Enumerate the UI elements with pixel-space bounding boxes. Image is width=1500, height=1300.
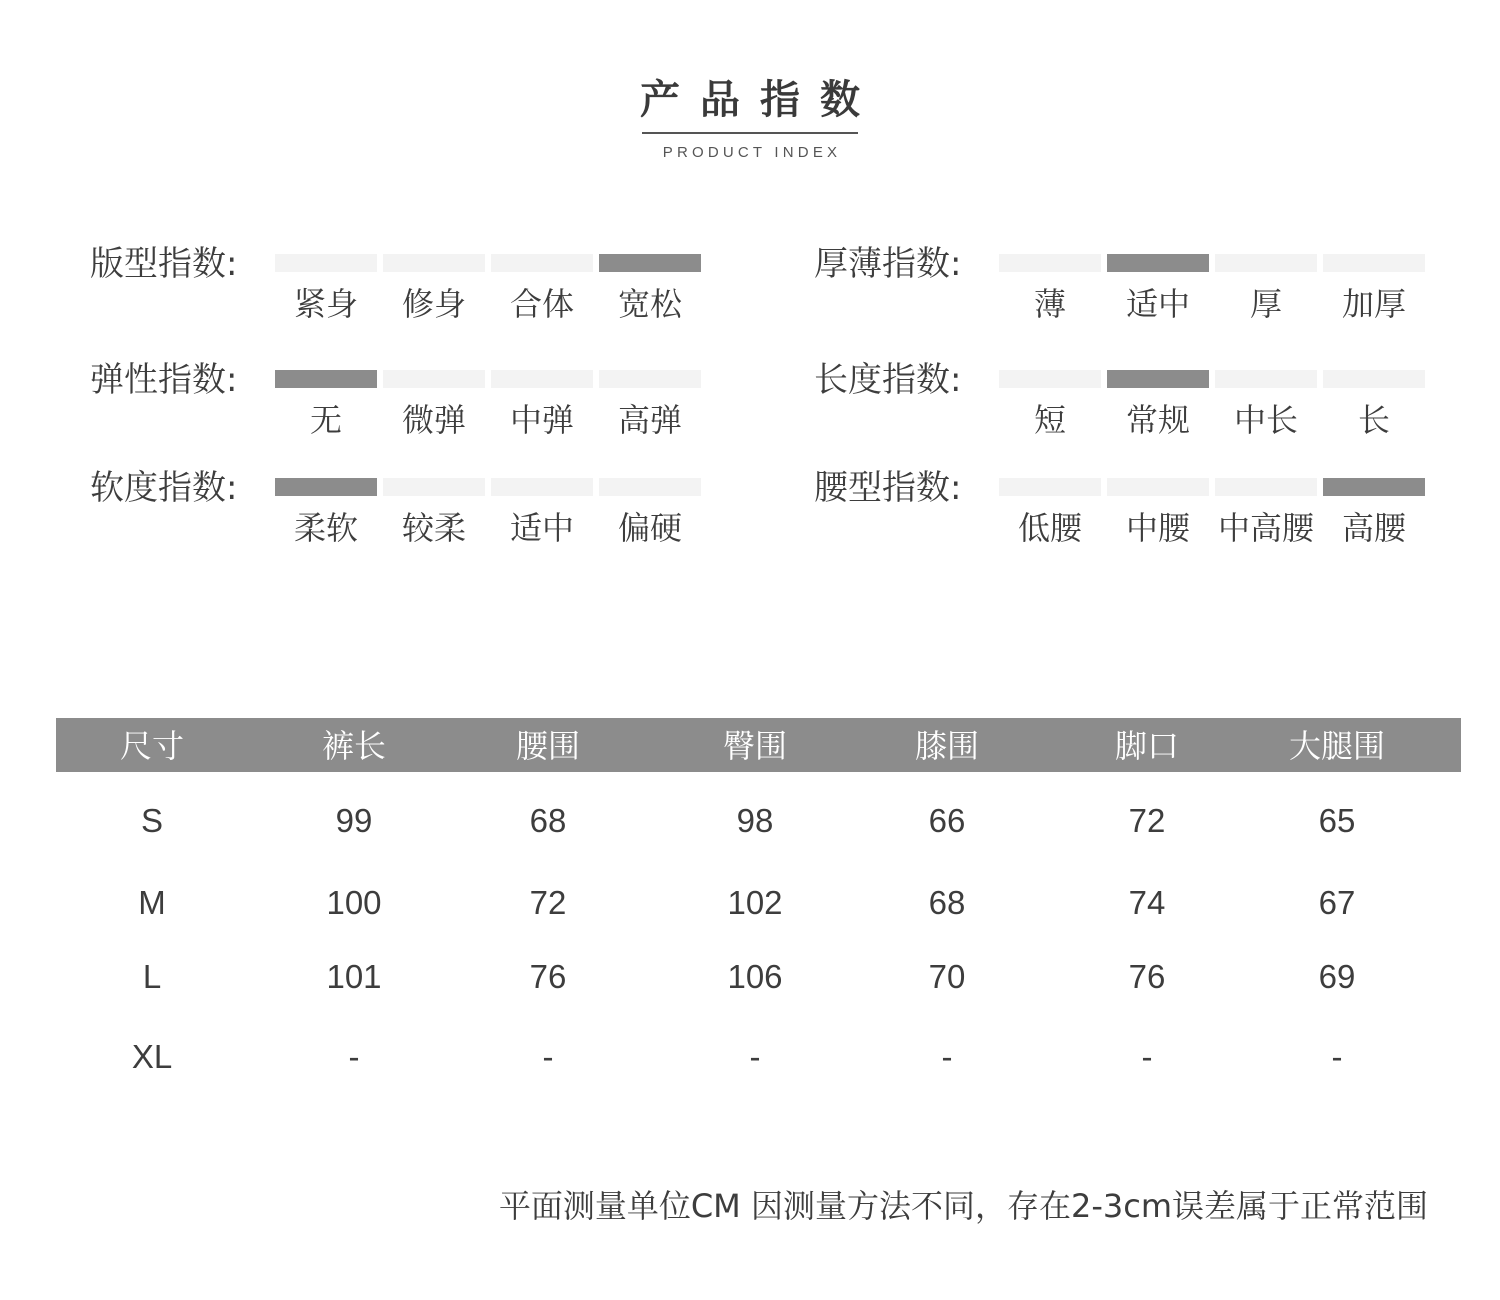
index-bar	[599, 478, 701, 496]
index-label: 厚薄指数:	[814, 244, 962, 284]
index-bar-selected	[1107, 254, 1209, 272]
index-option-label: 适中	[509, 509, 574, 547]
index-options	[999, 398, 1429, 442]
table-cell: 67	[1318, 884, 1356, 921]
index-option-label: 偏硬	[617, 509, 682, 547]
table-header-cell: 大腿围	[1288, 727, 1386, 765]
index-bar-selected	[1323, 478, 1425, 496]
table-cell: 66	[928, 802, 966, 839]
index-label: 版型指数:	[90, 244, 238, 284]
index-bar	[383, 478, 485, 496]
table-cell: 98	[736, 802, 774, 839]
index-option-label: 加厚	[1341, 285, 1406, 323]
index-label: 长度指数:	[814, 360, 962, 400]
index-bar	[1215, 254, 1317, 272]
table-header-cell: 脚口	[1114, 727, 1180, 765]
index-bar	[999, 478, 1101, 496]
table-header-cell: 腰围	[515, 727, 581, 765]
table-cell: 68	[928, 884, 966, 921]
index-bar	[383, 254, 485, 272]
index-bar	[599, 370, 701, 388]
index-bar	[1107, 478, 1209, 496]
index-bar	[275, 254, 377, 272]
table-header-cell: 臀围	[722, 727, 788, 765]
index-bar	[1323, 370, 1425, 388]
index-option-label: 中腰	[1125, 509, 1190, 547]
index-option-label: 中长	[1233, 401, 1298, 439]
table-cell: 72	[529, 884, 567, 921]
index-block	[90, 242, 730, 332]
table-cell: -	[542, 1038, 554, 1075]
table-header-cell: 尺寸	[119, 727, 185, 765]
index-option-label: 短	[1033, 401, 1066, 439]
index-block	[90, 358, 730, 448]
index-option-label: 宽松	[617, 285, 682, 323]
index-option-label: 中弹	[509, 401, 574, 439]
table-cell: 72	[1128, 802, 1166, 839]
table-size-cell: S	[140, 802, 164, 839]
index-option-label: 低腰	[1017, 509, 1082, 547]
table-cell: -	[348, 1038, 360, 1075]
index-bar	[999, 370, 1101, 388]
table-cell: 74	[1128, 884, 1166, 921]
index-bar	[999, 254, 1101, 272]
table-cell: 69	[1318, 958, 1356, 995]
index-block	[814, 358, 1454, 448]
index-bar	[491, 254, 593, 272]
index-bar-selected	[275, 478, 377, 496]
index-option-label: 修身	[401, 285, 466, 323]
table-header-cell: 裤长	[321, 727, 387, 765]
page-title: 产品指数	[640, 77, 880, 123]
table-size-cell: L	[142, 958, 162, 995]
index-option-label: 较柔	[401, 509, 466, 547]
index-option-label: 微弹	[401, 401, 466, 439]
index-option-label: 紧身	[293, 285, 358, 323]
index-bar	[491, 370, 593, 388]
index-options	[275, 506, 705, 550]
index-options	[275, 282, 705, 326]
index-bar-track	[999, 478, 1429, 498]
table-row	[56, 954, 1461, 1004]
index-option-label: 适中	[1125, 285, 1190, 323]
size-table-header	[56, 718, 1461, 772]
table-cell: 100	[326, 884, 382, 921]
index-options	[999, 282, 1429, 326]
index-bar-selected	[275, 370, 377, 388]
index-bar-selected	[599, 254, 701, 272]
index-bar-track	[275, 370, 705, 390]
table-cell: -	[1331, 1038, 1343, 1075]
table-cell: 65	[1318, 802, 1356, 839]
table-row	[56, 880, 1461, 930]
table-size-cell: M	[138, 884, 166, 921]
index-bar-selected	[1107, 370, 1209, 388]
index-option-label: 合体	[509, 285, 574, 323]
measurement-note: 平面测量单位CM 因测量方法不同，存在2-3cm误差属于正常范围	[498, 1187, 1428, 1225]
index-label: 腰型指数:	[814, 468, 962, 508]
index-option-label: 长	[1357, 401, 1390, 439]
index-bar	[383, 370, 485, 388]
index-option-label: 常规	[1125, 401, 1190, 439]
index-option-label: 薄	[1033, 285, 1066, 323]
index-bar	[1215, 370, 1317, 388]
index-bar-track	[999, 254, 1429, 274]
table-row	[56, 1034, 1461, 1084]
index-block	[814, 242, 1454, 332]
index-options	[275, 398, 705, 442]
page-subtitle: PRODUCT INDEX	[662, 144, 842, 161]
table-cell: 99	[335, 802, 373, 839]
table-cell: 76	[1128, 958, 1166, 995]
index-bar	[1323, 254, 1425, 272]
index-option-label: 厚	[1249, 285, 1282, 323]
title-underline	[642, 132, 858, 134]
table-cell: 106	[727, 958, 783, 995]
index-bar-track	[999, 370, 1429, 390]
index-options	[999, 506, 1429, 550]
index-label: 弹性指数:	[90, 360, 238, 400]
index-label: 软度指数:	[90, 468, 238, 508]
table-cell: -	[749, 1038, 761, 1075]
index-block	[90, 466, 730, 556]
table-cell: -	[1141, 1038, 1153, 1075]
table-cell: 70	[928, 958, 966, 995]
table-row	[56, 798, 1461, 848]
index-option-label: 高腰	[1341, 509, 1406, 547]
index-option-label: 柔软	[293, 509, 358, 547]
index-bar-track	[275, 254, 705, 274]
table-cell: 76	[529, 958, 567, 995]
index-option-label: 无	[309, 401, 342, 439]
table-header-cell: 膝围	[914, 727, 980, 765]
table-cell: 68	[529, 802, 567, 839]
page-header	[0, 72, 1500, 161]
table-cell: 102	[727, 884, 783, 921]
index-option-label: 高弹	[617, 401, 682, 439]
index-bar-track	[275, 478, 705, 498]
index-option-label: 中高腰	[1217, 509, 1314, 547]
table-size-cell: XL	[131, 1038, 173, 1075]
index-bar	[491, 478, 593, 496]
table-cell: -	[941, 1038, 953, 1075]
index-block	[814, 466, 1454, 556]
table-cell: 101	[326, 958, 382, 995]
index-bar	[1215, 478, 1317, 496]
